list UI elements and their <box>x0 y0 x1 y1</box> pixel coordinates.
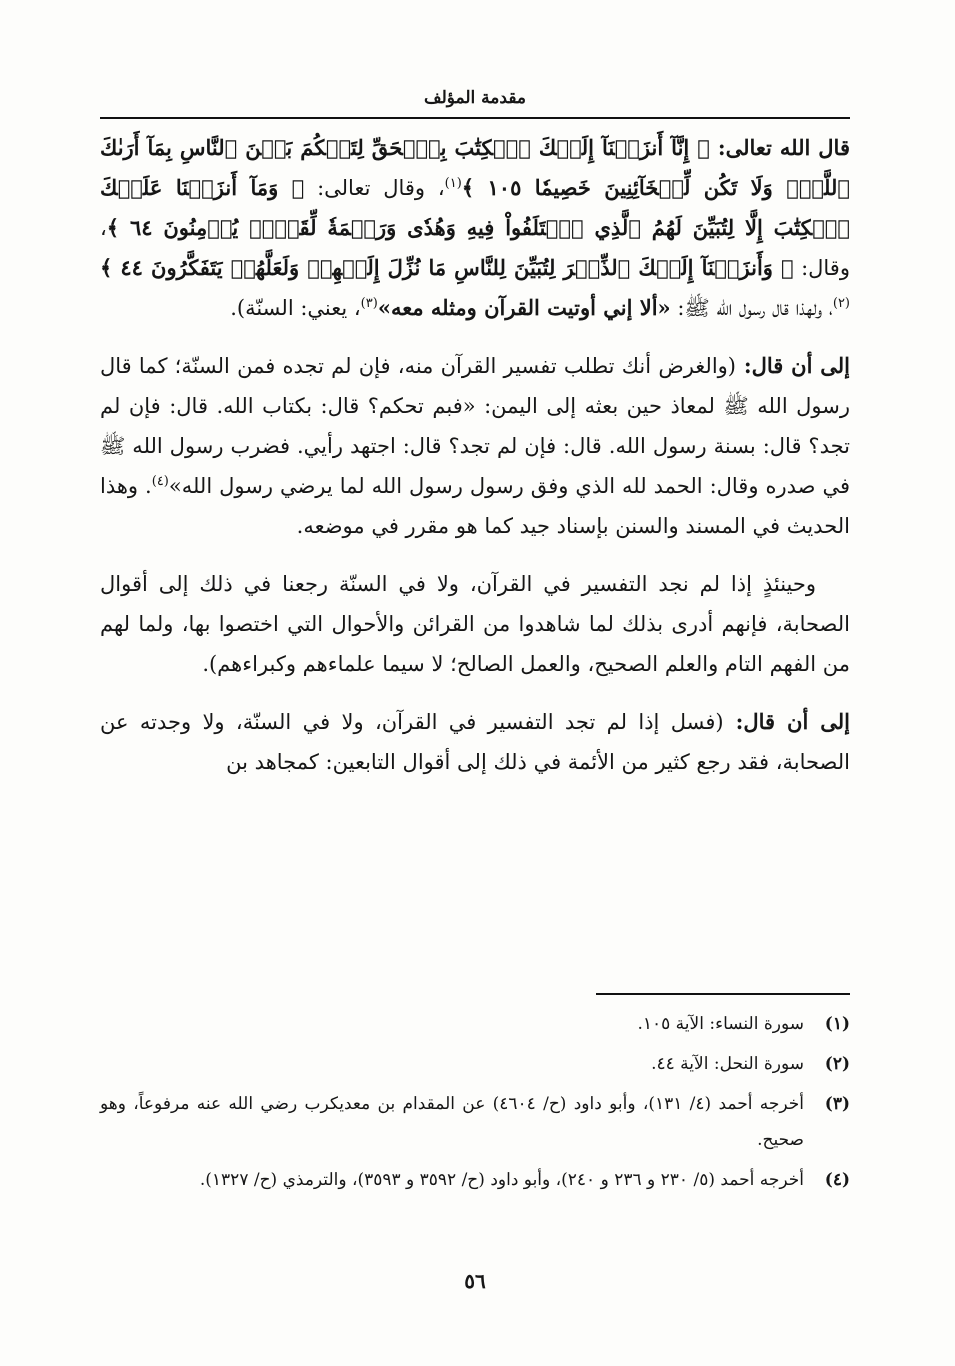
paragraph-4-lead: إلى أن قال: <box>723 709 850 734</box>
main-text <box>100 128 850 800</box>
quran-verse-1: ﴿ إِنَّآ أَنزَلۡنَآ إِلَيۡكَ ٱلۡكِتَٰبَ بِٱلۡحَقِّ لِتَحۡكُمَ بَيۡنَ ٱلنَّاسِ بِمَآ أَرَىٰكَ ٱللَّهُۚ وَلَا تَكُن لِّلۡخَآئِنِينَ خَصِيمٗا ١٠٥ ﴾ <box>100 135 850 200</box>
footnote-3 <box>100 1086 850 1158</box>
connector-text-1: ، وقال تعالى: <box>304 176 445 200</box>
hadith-quote-1: «ألا إني أوتيت القرآن ومثله معه» <box>377 295 671 320</box>
footnote-text: سورة النحل: الآية ٤٤. <box>651 1054 804 1074</box>
running-header: مقدمة المؤلف <box>423 88 527 108</box>
footnote-4 <box>100 1162 850 1198</box>
footnote-number: (١) <box>824 1014 850 1034</box>
connector-text-2: ، وقال: <box>100 216 850 280</box>
quran-verse-3: ﴿ وَأَنزَلۡنَآ إِلَيۡكَ ٱلذِّكۡرَ لِتُبَيِّنَ لِلنَّاسِ مَا نُزِّلَ إِلَيۡهِمۡ وَلَعَلَّهُمۡ يَتَفَكَّرُونَ ٤٤ ﴾ <box>100 255 794 280</box>
paragraph-1 <box>100 128 850 328</box>
intro-text: قال الله تعالى: <box>709 135 850 160</box>
footnote-ref-2: (٢) <box>832 296 850 311</box>
paragraph-2-text-2: . وهذا الحديث في المسند والسنن بإسناد جيد كما هو مقرر في موضعه. <box>100 474 850 538</box>
paragraph-4-text: (فسل إذا لم تجد التفسير في القرآن، ولا في السنّة، ولا وجدته عن الصحابة، فقد رجع كثير من الأئمة في ذلك إلى أقوال التابعين: كمجاهد بن <box>100 710 850 774</box>
page-number: ٥٦ <box>464 1269 486 1293</box>
footnote-ref-4: (٤) <box>151 474 169 489</box>
paragraph-3: وحينئذٍ إذا لم نجد التفسير في القرآن، ولا في السنّة رجعنا في ذلك إلى أقوال الصحابة، فإنهم أدرى بذلك لما شاهدوا من القرائن والأحوال التي اختصوا بها، ولما لهم من الفهم التام والعلم الصحيح، والعمل الصالح؛ لا سيما علماءهم وكبراءهم). <box>100 572 850 676</box>
paragraph-2 <box>100 346 850 546</box>
connector-text-3: ، ولهذا قال رسول الله ﷺ: <box>670 296 833 320</box>
paragraph-4 <box>100 702 850 782</box>
footnotes <box>100 1006 850 1202</box>
footnote-text: سورة النساء: الآية ١٠٥. <box>637 1014 804 1034</box>
footnote-1 <box>100 1006 850 1042</box>
footnote-separator <box>596 993 850 995</box>
footnote-number: (٢) <box>824 1054 850 1074</box>
footnote-number: (٣) <box>824 1094 850 1114</box>
footnote-2 <box>100 1046 850 1082</box>
footnote-text: أخرجه أحمد (٥/ ٢٣٠ و ٢٣٦ و ٢٤٠)، وأبو داود (ح/ ٣٥٩٢ و ٣٥٩٣)، والترمذي (ح/ ١٣٢٧). <box>199 1170 804 1190</box>
footnote-ref-3: (٣) <box>360 296 378 311</box>
paragraph-2-lead: إلى أن قال: <box>736 353 851 378</box>
paragraph-1-end: ، يعني: السنّة). <box>230 296 361 320</box>
hadith-quote-2: «فبم تحكم؟ قال: بكتاب الله. قال: فإن لم تجد؟ قال: بسنة رسول الله. قال: فإن لم تجد؟ قال: اجتهد رأيي. فضرب رسول الله ﷺ في صدره وقال: الحمد لله الذي وفق رسول رسول الله لما يرضي رسول الله» <box>100 394 850 498</box>
header-rule <box>100 117 850 119</box>
footnote-text: أخرجه أحمد (٤/ ١٣١)، وأبو داود (ح/ ٤٦٠٤) عن المقدام بن معديكرب رضي الله عنه مرفوعاً، وهو صحيح. <box>100 1094 804 1150</box>
quran-verse-2: ﴿ وَمَآ أَنزَلۡنَا عَلَيۡكَ ٱلۡكِتَٰبَ إِلَّا لِتُبَيِّنَ لَهُمُ ٱلَّذِي ٱخۡتَلَفُواْ فِيهِ وَهُدٗى وَرَحۡمَةٗ لِّقَوۡمٖ يُؤۡمِنُونَ ٦٤ ﴾ <box>100 175 850 240</box>
paragraph-2-text-1: (والغرض أنك تطلب تفسير القرآن منه، فإن لم تجده فمن السنّة؛ كما قال رسول الله ﷺ لمعاذ حين بعثه إلى اليمن: <box>100 354 850 418</box>
footnote-ref-1: (١) <box>444 176 462 191</box>
footnote-number: (٤) <box>824 1170 850 1190</box>
